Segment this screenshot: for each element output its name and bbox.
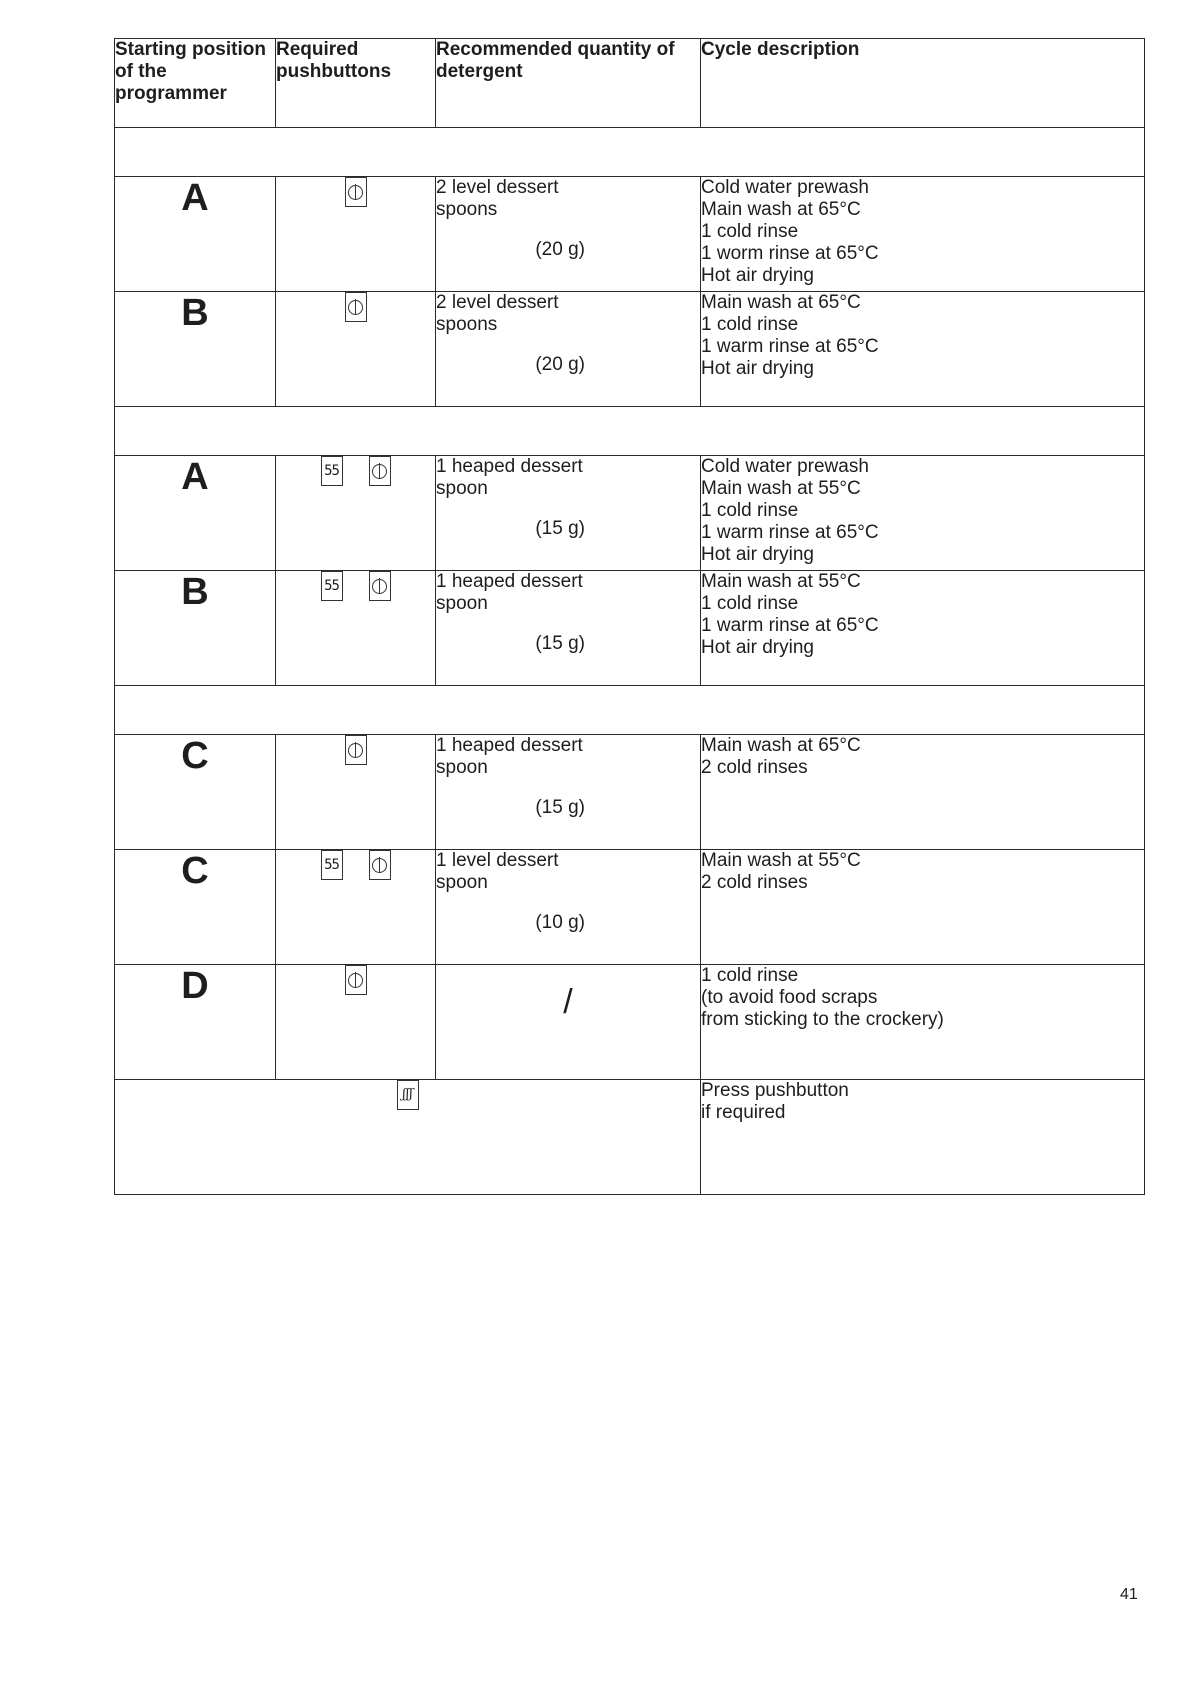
detergent-quantity-text: 1 heaped dessert spoon <box>436 735 583 778</box>
header-required-pushbuttons: Required pushbuttons <box>276 39 436 128</box>
header-recommended-detergent: Recommended quantity of detergent <box>436 39 701 128</box>
cycle-step: Cold water prewash <box>701 456 869 477</box>
cycle-step: 2 cold rinses <box>701 872 808 893</box>
table-row <box>115 571 1145 686</box>
temperature-55-button-icon: 55 <box>321 456 343 486</box>
table-row <box>115 735 1145 850</box>
detergent-quantity-text: 2 level dessert spoons <box>436 292 559 335</box>
programmer-position: C <box>115 850 276 965</box>
cycle-step: Main wash at 55°C <box>701 478 861 499</box>
temperature-55-button-icon: 55 <box>321 850 343 880</box>
required-pushbuttons-cell <box>276 292 436 407</box>
cycle-step: 1 cold rinse <box>701 314 799 335</box>
cycle-step: Main wash at 55°C <box>701 571 861 592</box>
required-pushbuttons-cell <box>276 850 436 965</box>
table-row <box>115 456 1145 571</box>
detergent-quantity-text: 2 level dessert spoons <box>436 177 559 220</box>
on-off-button-icon <box>345 965 367 995</box>
cycle-description-cell <box>701 735 1145 850</box>
detergent-cell <box>436 292 701 407</box>
cycle-step: 1 cold rinse <box>701 965 799 986</box>
cycle-description-cell <box>701 850 1145 965</box>
table-row <box>115 177 1145 292</box>
cycle-step: Hot air drying <box>701 637 814 658</box>
cycle-step: 1 cold rinse <box>701 221 799 242</box>
table-row <box>115 850 1145 965</box>
detergent-amount: (15 g) <box>535 797 585 818</box>
required-pushbuttons-cell <box>276 571 436 686</box>
detergent-amount: (20 g) <box>535 239 585 260</box>
cycle-description-cell <box>701 456 1145 571</box>
no-detergent-mark: / <box>563 983 573 1021</box>
programmer-position: A <box>115 177 276 292</box>
programmer-position: B <box>115 292 276 407</box>
detergent-quantity-text: 1 heaped dessert spoon <box>436 571 583 614</box>
cycle-step: Press pushbutton <box>701 1080 849 1101</box>
cycle-description-cell <box>701 292 1145 407</box>
hot-air-drying-icon: ʃʃʃ <box>397 1080 419 1110</box>
programme-table <box>114 38 1145 1195</box>
cycle-step: Cold water prewash <box>701 177 869 198</box>
on-off-button-icon <box>345 292 367 322</box>
detergent-cell <box>436 965 701 1080</box>
cycle-step: if required <box>701 1102 786 1123</box>
section-separator-row <box>115 128 1145 177</box>
on-off-button-icon <box>345 735 367 765</box>
cycle-step: 1 cold rinse <box>701 500 799 521</box>
detergent-cell <box>436 735 701 850</box>
section-separator-cell <box>115 407 1145 456</box>
programmer-position: D <box>115 965 276 1080</box>
header-cycle-description: Cycle description <box>701 39 1145 128</box>
detergent-cell <box>436 456 701 571</box>
section-separator-row <box>115 407 1145 456</box>
detergent-quantity-text: 1 heaped dessert spoon <box>436 456 583 499</box>
programmer-position: B <box>115 571 276 686</box>
temperature-55-button-icon: 55 <box>321 571 343 601</box>
section-separator-cell <box>115 686 1145 735</box>
on-off-button-icon <box>369 850 391 880</box>
detergent-amount: (15 g) <box>535 633 585 654</box>
table-row <box>115 292 1145 407</box>
page-number: 41 <box>1120 1586 1138 1603</box>
cycle-step: 1 warm rinse at 65°C <box>701 615 879 636</box>
required-pushbuttons-cell <box>276 735 436 850</box>
section-separator-cell <box>115 128 1145 177</box>
table-header-row <box>115 39 1145 128</box>
section-separator-row <box>115 686 1145 735</box>
detergent-cell <box>436 850 701 965</box>
cycle-step: Main wash at 65°C <box>701 735 861 756</box>
cycle-description-cell <box>701 965 1145 1080</box>
table-body <box>115 128 1145 1195</box>
detergent-cell <box>436 571 701 686</box>
cycle-description-cell <box>701 177 1145 292</box>
on-off-button-icon <box>369 456 391 486</box>
cycle-step: (to avoid food scraps <box>701 987 878 1008</box>
on-off-button-icon <box>345 177 367 207</box>
cycle-step: 1 cold rinse <box>701 593 799 614</box>
optional-cycle-description <box>701 1080 1145 1195</box>
cycle-step: Main wash at 65°C <box>701 199 861 220</box>
required-pushbuttons-cell <box>276 965 436 1080</box>
required-pushbuttons-cell <box>276 456 436 571</box>
required-pushbuttons-cell <box>276 177 436 292</box>
cycle-step: Hot air drying <box>701 265 814 286</box>
programmer-position: C <box>115 735 276 850</box>
cycle-step: Main wash at 65°C <box>701 292 861 313</box>
detergent-amount: (20 g) <box>535 354 585 375</box>
table-row <box>115 965 1145 1080</box>
detergent-amount: (15 g) <box>535 518 585 539</box>
cycle-step: 1 warm rinse at 65°C <box>701 336 879 357</box>
cycle-step: Main wash at 55°C <box>701 850 861 871</box>
detergent-quantity-text: 1 level dessert spoon <box>436 850 559 893</box>
optional-drying-row <box>115 1080 1145 1195</box>
cycle-step: 1 worm rinse at 65°C <box>701 243 879 264</box>
on-off-button-icon <box>369 571 391 601</box>
cycle-step: 1 warm rinse at 65°C <box>701 522 879 543</box>
optional-button-cell <box>115 1080 701 1195</box>
cycle-step: 2 cold rinses <box>701 757 808 778</box>
programmer-position: A <box>115 456 276 571</box>
cycle-step: Hot air drying <box>701 544 814 565</box>
cycle-description-cell <box>701 571 1145 686</box>
cycle-step: from sticking to the crockery) <box>701 1009 944 1030</box>
header-starting-position: Starting position of the programmer <box>115 39 276 128</box>
detergent-amount: (10 g) <box>535 912 585 933</box>
detergent-cell <box>436 177 701 292</box>
cycle-step: Hot air drying <box>701 358 814 379</box>
